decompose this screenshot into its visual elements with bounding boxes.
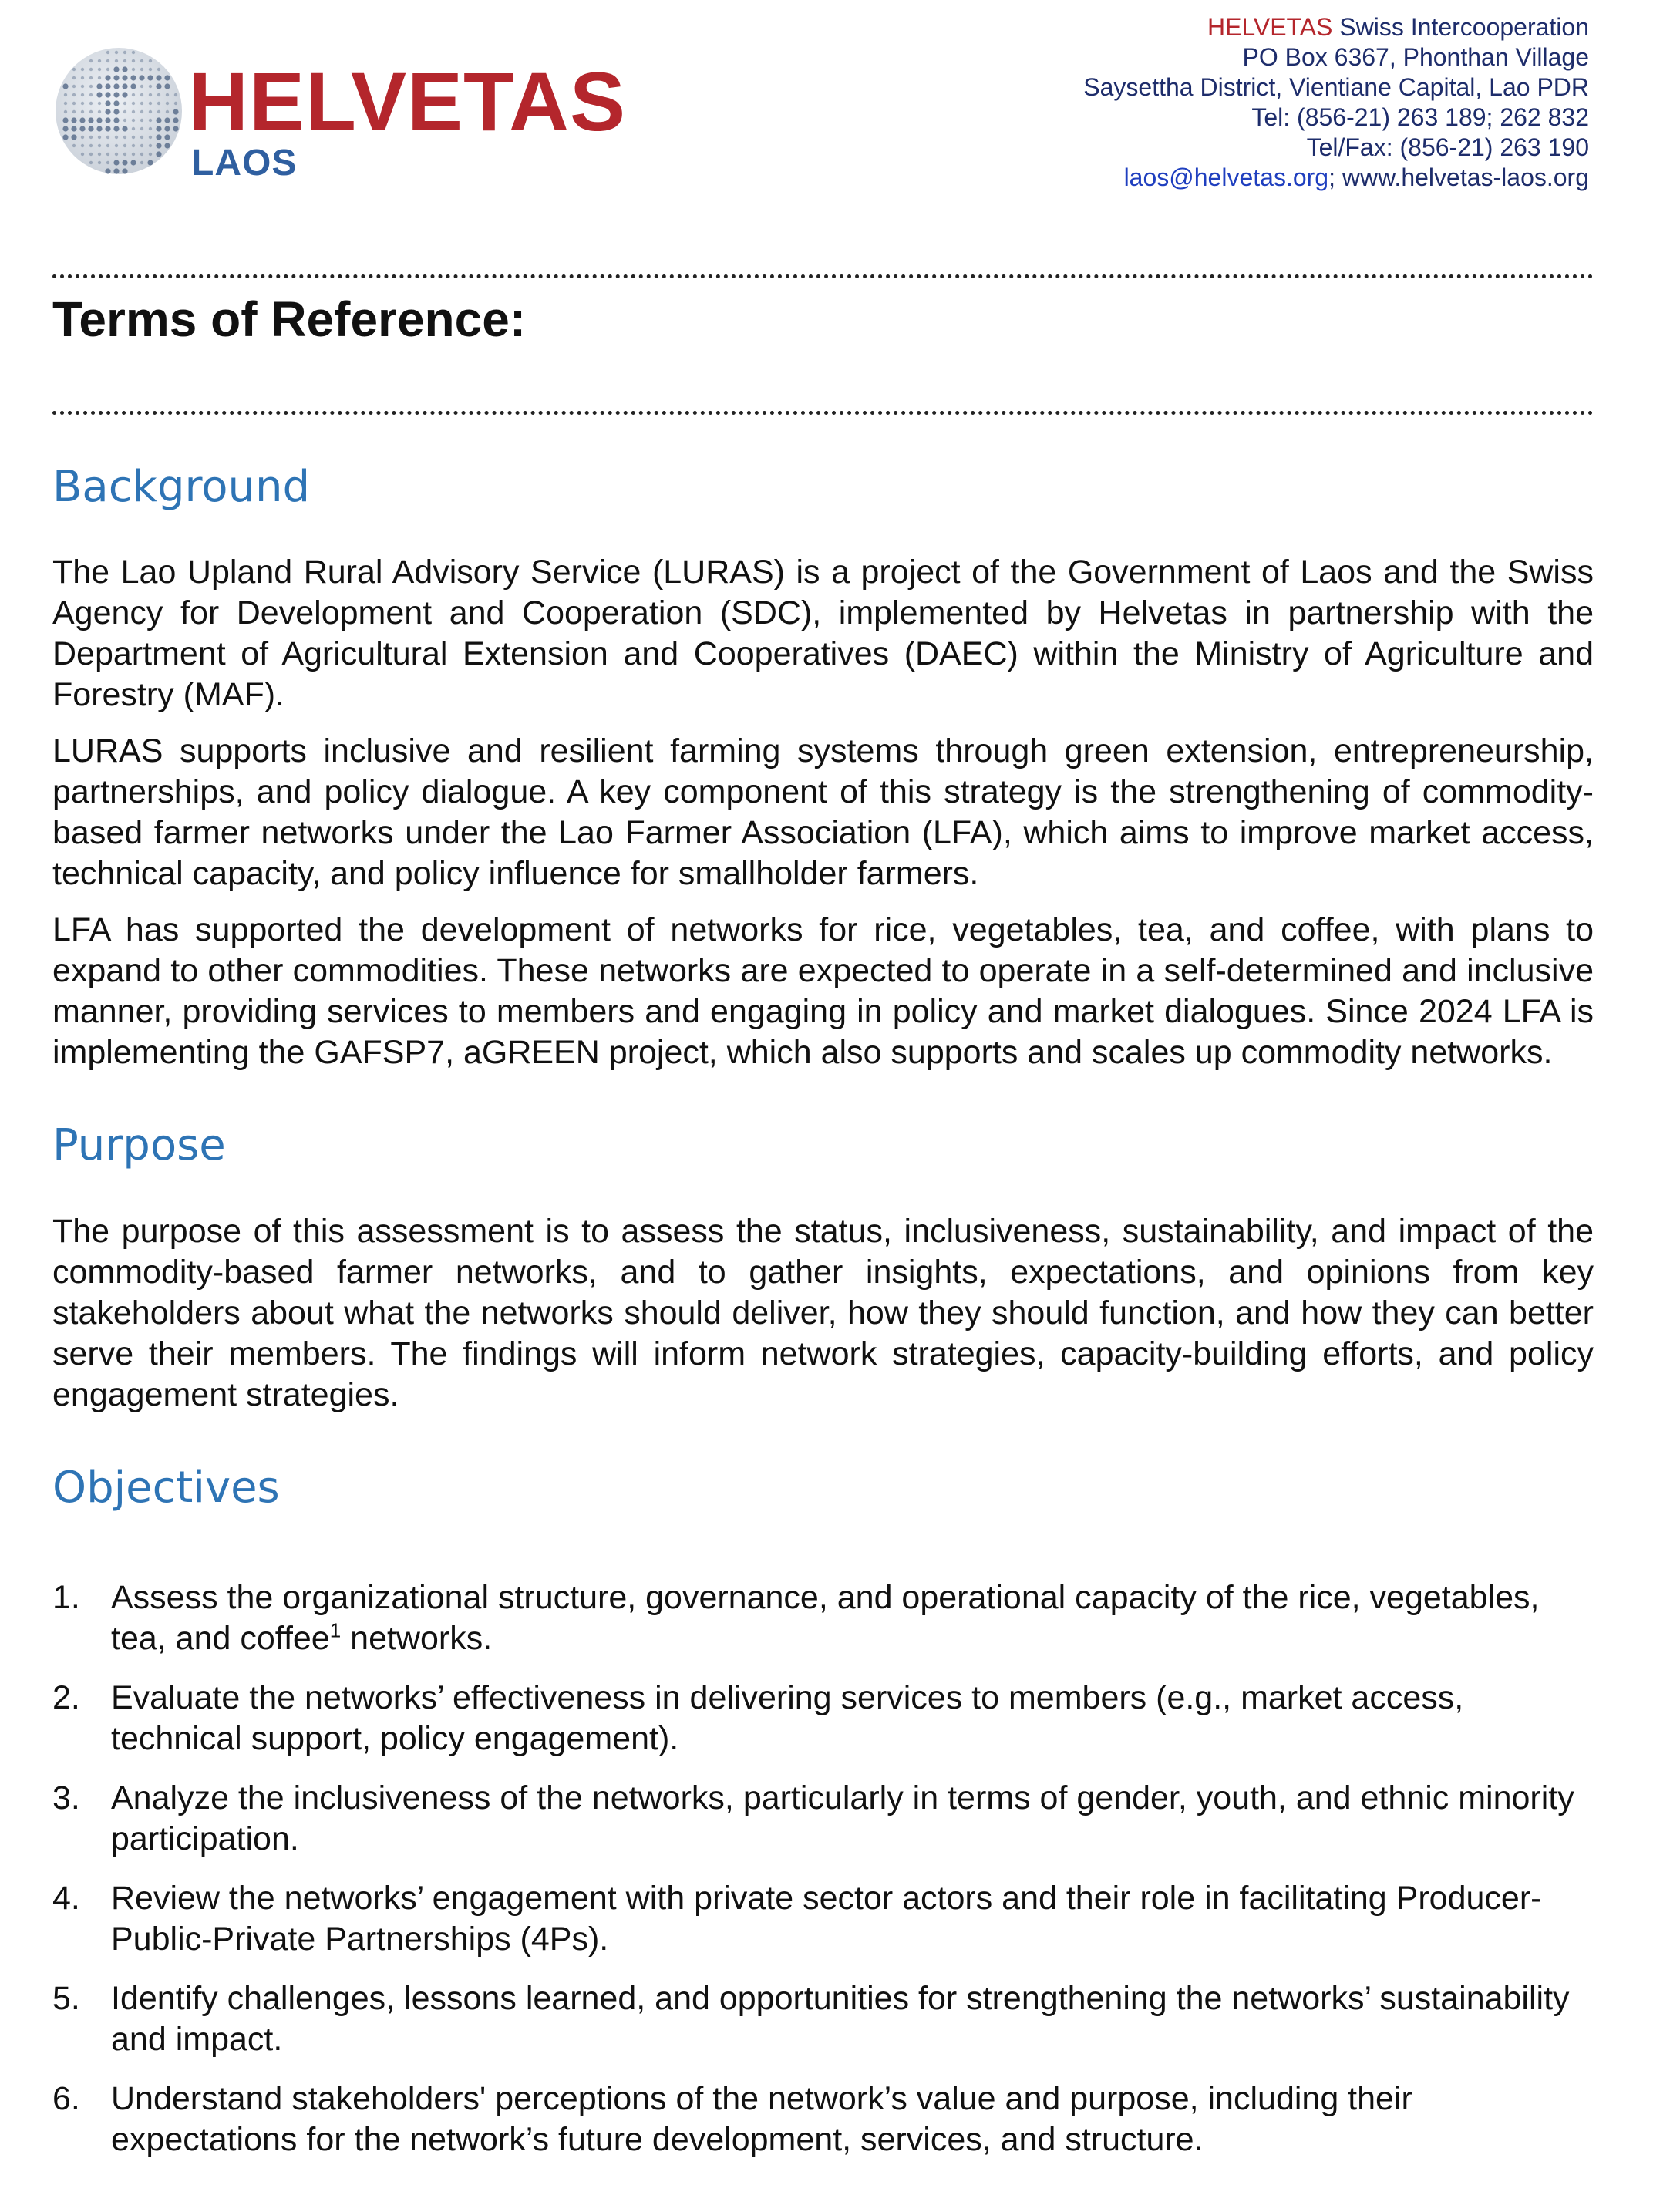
globe-dot — [132, 110, 135, 113]
globe-dot — [98, 76, 101, 79]
globe-dot — [106, 144, 109, 147]
globe-dot — [105, 83, 110, 89]
globe-dot — [89, 136, 93, 139]
globe-dot — [140, 85, 143, 88]
globe-dot — [164, 143, 170, 148]
globe-dot — [113, 109, 119, 114]
globe-dot — [156, 134, 161, 140]
globe-dot — [81, 76, 84, 79]
globe-dot — [72, 102, 76, 105]
background-paragraph-1: The Lao Upland Rural Advisory Service (LURAS) is a project of the Government of Laos and the Swiss Agency for Development and Cooperation (SDC), implemented by Helvetas in partnership with the Department of Agricultural Extension and Cooperatives (DAEC) within the Ministry of Agriculture and Forestry (MAF). — [52, 554, 1594, 714]
globe-dot — [88, 117, 93, 123]
globe-dot — [106, 68, 109, 71]
globe-dot — [89, 76, 93, 79]
globe-dot — [105, 117, 110, 123]
globe-dot — [149, 68, 152, 71]
globe-dot — [62, 134, 68, 140]
globe-dot — [132, 59, 135, 62]
objective-text: Review the networks’ engagement with private sector actors and their role in facilitating Producer-Public-Private Partnerships (4Ps). — [111, 1880, 1542, 1958]
globe-dot — [105, 126, 110, 131]
globe-dot — [98, 153, 101, 156]
globe-dot — [81, 68, 84, 71]
globe-dot — [88, 126, 93, 131]
globe-dot — [140, 102, 143, 105]
fax-line: Tel/Fax: (856-21) 263 190 — [1306, 133, 1589, 161]
globe-dot — [89, 68, 93, 71]
globe-dot — [173, 117, 178, 123]
globe-dot — [71, 126, 76, 131]
globe-dot — [132, 144, 135, 147]
globe-dot — [71, 134, 76, 140]
globe-dot — [106, 59, 109, 62]
globe-dot — [96, 126, 102, 131]
globe-dot — [113, 75, 119, 80]
website-link[interactable]: www.helvetas-laos.org — [1342, 163, 1589, 191]
globe-dot — [89, 144, 93, 147]
globe-dot — [140, 59, 143, 62]
objective-text-end: networks. — [341, 1620, 493, 1658]
globe-icon — [48, 40, 194, 187]
globe-dot — [113, 100, 119, 106]
globe-dot — [89, 110, 93, 113]
globe-dot — [98, 68, 101, 71]
globe-dot — [64, 110, 67, 113]
globe-dot — [132, 93, 135, 96]
globe-dot — [115, 51, 118, 54]
globe-dot — [149, 144, 152, 147]
objectives-list — [52, 1577, 1594, 2160]
contact-separator: ; — [1328, 163, 1342, 191]
background-paragraph-3: LFA has supported the development of networks for rice, vegetables, tea, and coffee, with plans to expand to other commodities. These networks are expected to operate in a self-determined and inclusive manner, providing services to members and engaging in policy and market dialogues. Since 2024 LFA is implementing the GAFSP7, aGREEN project, which also supports and scales up commodity networks. — [52, 911, 1594, 1072]
address-line-1: PO Box 6367, Phonthan Village — [1242, 43, 1589, 71]
section-purpose — [52, 1121, 1594, 1415]
globe-dot — [149, 85, 152, 88]
globe-dot — [81, 153, 84, 156]
globe-dot — [123, 119, 126, 122]
footnote-marker[interactable]: 1 — [329, 1618, 342, 1642]
globe-dot — [71, 117, 76, 123]
globe-dot — [164, 83, 170, 89]
globe-dot — [106, 51, 109, 54]
heading-purpose: Purpose — [52, 1120, 226, 1171]
globe-dot — [72, 144, 76, 147]
globe-dot — [72, 93, 76, 96]
globe-dot — [122, 83, 127, 89]
globe-dot — [89, 102, 93, 105]
globe-dot — [98, 161, 101, 164]
globe-dot — [113, 126, 119, 131]
logo-wordmark: HELVETAS — [188, 55, 627, 148]
globe-dot — [113, 66, 119, 72]
globe-dot — [149, 136, 152, 139]
globe-dot — [140, 144, 143, 147]
globe-dot — [132, 119, 135, 122]
globe-dot — [72, 76, 76, 79]
objective-text: Understand stakeholders' perceptions of the network’s value and purpose, including their expectations for the network’s future development, services, and structure. — [111, 2080, 1412, 2159]
globe-dot — [106, 161, 109, 164]
document-body — [52, 463, 1594, 2208]
globe-dot — [89, 93, 93, 96]
objective-text: Evaluate the networks’ effectiveness in delivering services to members (e.g., market access, technical support, policy engagement). — [111, 1679, 1464, 1758]
globe-dot — [123, 102, 126, 105]
objective-number: 4. — [52, 1880, 80, 1917]
globe-dot — [122, 92, 127, 97]
globe-dot — [149, 110, 152, 113]
globe-dot — [156, 83, 161, 89]
objective-item — [52, 1878, 1594, 1960]
globe-dot — [122, 160, 127, 165]
globe-dot — [166, 102, 169, 105]
globe-dot — [113, 168, 119, 173]
globe-dot — [98, 144, 101, 147]
globe-dot — [123, 110, 126, 113]
globe-dot — [123, 51, 126, 54]
globe-dot — [113, 83, 119, 89]
globe-dot — [122, 168, 127, 173]
globe-dot — [132, 153, 135, 156]
globe-dot — [123, 144, 126, 147]
globe-dot — [147, 75, 153, 80]
objective-number: 5. — [52, 1980, 80, 2018]
globe-dot — [72, 110, 76, 113]
document-title: Terms of Reference: — [52, 291, 527, 347]
globe-dot — [164, 117, 170, 123]
objective-item — [52, 1778, 1594, 1860]
objective-number: 6. — [52, 2080, 80, 2118]
globe-dot — [62, 117, 68, 123]
globe-dot — [115, 59, 118, 62]
globe-dot — [105, 100, 110, 106]
globe-dot — [174, 93, 177, 96]
globe-dot — [72, 85, 76, 88]
globe-dot — [140, 161, 143, 164]
globe-dot — [64, 102, 67, 105]
helvetas-logo — [48, 40, 627, 187]
logo-subtitle: LAOS — [191, 143, 298, 183]
globe-dot — [98, 59, 101, 62]
globe-dot — [140, 136, 143, 139]
globe-dot — [139, 75, 144, 80]
objective-number: 3. — [52, 1779, 80, 1817]
globe-dot — [81, 136, 84, 139]
heading-objectives: Objectives — [52, 1462, 280, 1513]
globe-dot — [140, 153, 143, 156]
globe-dot — [123, 153, 126, 156]
globe-dot — [89, 85, 93, 88]
globe-dot — [81, 93, 84, 96]
globe-dot — [157, 102, 160, 105]
globe-dot — [105, 75, 110, 80]
globe-dot — [62, 83, 68, 89]
objective-text: Identify challenges, lessons learned, and opportunities for strengthening the networks’ sustainability and impact. — [111, 1980, 1570, 2059]
globe-dot — [164, 75, 170, 80]
globe-dot — [113, 160, 119, 165]
globe-dot — [132, 136, 135, 139]
background-paragraph-2: LURAS supports inclusive and resilient farming systems through green extension, entrepreneurship, partnerships, and policy dialogue. A key component of this strategy is the strengthening of commodity-based farmer networks under the Lao Farmer Association (LFA), which aims to improve market access, technical capacity, and policy influence for smallholder farmers. — [52, 732, 1594, 893]
globe-dot — [149, 59, 152, 62]
globe-dot — [98, 102, 101, 105]
globe-dot — [140, 110, 143, 113]
address-line-2: Saysettha District, Vientiane Capital, Lao PDR — [1083, 73, 1589, 101]
dotted-rule-bottom — [52, 411, 1594, 415]
globe-dot — [113, 92, 119, 97]
section-objectives — [52, 1463, 1594, 2160]
globe-dot — [164, 126, 170, 131]
globe-dot — [157, 110, 160, 113]
phone-line: Tel: (856-21) 263 189; 262 832 — [1251, 103, 1589, 131]
section-background — [52, 463, 1594, 1073]
org-suffix: Swiss Intercooperation — [1332, 13, 1589, 41]
objective-item — [52, 2079, 1594, 2160]
globe-dot — [81, 102, 84, 105]
globe-dot — [98, 136, 101, 139]
objective-text: Analyze the inclusiveness of the networks, particularly in terms of gender, youth, and ethnic minority participation. — [111, 1779, 1574, 1858]
globe-dot — [149, 153, 152, 156]
globe-dot — [106, 153, 109, 156]
objective-text: Assess the organizational structure, governance, and operational capacity of the rice, vegetables, tea, and coffee — [111, 1579, 1540, 1658]
globe-dot — [122, 66, 127, 72]
objective-item — [52, 1678, 1594, 1759]
globe-dot — [149, 102, 152, 105]
objective-item — [52, 1577, 1594, 1659]
globe-dot — [123, 59, 126, 62]
objective-number: 2. — [52, 1679, 80, 1717]
globe-dot — [130, 75, 136, 80]
globe-dot — [132, 51, 135, 54]
globe-dot — [115, 144, 118, 147]
globe-dot — [173, 126, 178, 131]
org-name: HELVETAS — [1207, 13, 1333, 41]
globe-dot — [157, 93, 160, 96]
globe-dot — [132, 68, 135, 71]
globe-dot — [72, 68, 76, 71]
email-link[interactable]: laos@helvetas.org — [1123, 163, 1329, 191]
globe-dot — [157, 68, 160, 71]
globe-dot — [149, 93, 152, 96]
globe-dot — [156, 75, 161, 80]
contact-line — [1083, 163, 1589, 193]
globe-dot — [81, 144, 84, 147]
globe-dot — [115, 136, 118, 139]
globe-dot — [123, 136, 126, 139]
globe-dot — [79, 126, 85, 131]
globe-dot — [89, 59, 93, 62]
globe-dot — [106, 136, 109, 139]
globe-dot — [98, 110, 101, 113]
purpose-paragraph: The purpose of this assessment is to assess the status, inclusiveness, sustainability, and impact of the commodity-based farmer networks, and to gather insights, expectations, and opinions from key stakeholders about what the networks should deliver, how they should function, and how they can better serve their members. The findings will inform network strategies, capacity-building efforts, and policy engagement strategies. — [52, 1212, 1594, 1413]
globe-dot — [81, 110, 84, 113]
globe-dot — [140, 127, 143, 130]
objective-number: 1. — [52, 1579, 80, 1617]
globe-dot — [62, 126, 68, 131]
globe-dot — [89, 153, 93, 156]
globe-dot — [149, 119, 152, 122]
globe-dot — [156, 151, 161, 157]
globe-dot — [156, 117, 161, 123]
globe-dot — [132, 127, 135, 130]
globe-dot — [115, 153, 118, 156]
globe-dot — [96, 117, 102, 123]
globe-dot — [79, 117, 85, 123]
globe-dot — [149, 127, 152, 130]
globe-dot — [173, 109, 178, 114]
globe-dot — [122, 75, 127, 80]
letterhead-address — [1083, 12, 1589, 193]
objective-item — [52, 1978, 1594, 2060]
globe-dot — [122, 126, 127, 131]
dotted-rule-top — [52, 274, 1594, 278]
globe-dot — [89, 161, 93, 164]
globe-dot — [140, 68, 143, 71]
globe-dot — [113, 117, 119, 123]
globe-dot — [81, 85, 84, 88]
org-line — [1083, 12, 1589, 42]
globe-dot — [64, 93, 67, 96]
globe-dot — [130, 83, 136, 89]
heading-background: Background — [52, 462, 311, 512]
globe-dot — [166, 110, 169, 113]
globe-dot — [130, 160, 136, 165]
globe-dot — [140, 93, 143, 96]
globe-dot — [105, 92, 110, 97]
globe-dot — [140, 119, 143, 122]
globe-dot — [132, 102, 135, 105]
globe-dot — [96, 92, 102, 97]
globe-dot — [174, 102, 177, 105]
globe-dot — [105, 109, 110, 114]
globe-dot — [105, 168, 110, 173]
globe-dot — [96, 83, 102, 89]
globe-dot — [156, 143, 161, 148]
globe-dot — [164, 134, 170, 140]
globe-dot — [147, 160, 153, 165]
globe-dot — [166, 93, 169, 96]
globe-dot — [156, 126, 161, 131]
